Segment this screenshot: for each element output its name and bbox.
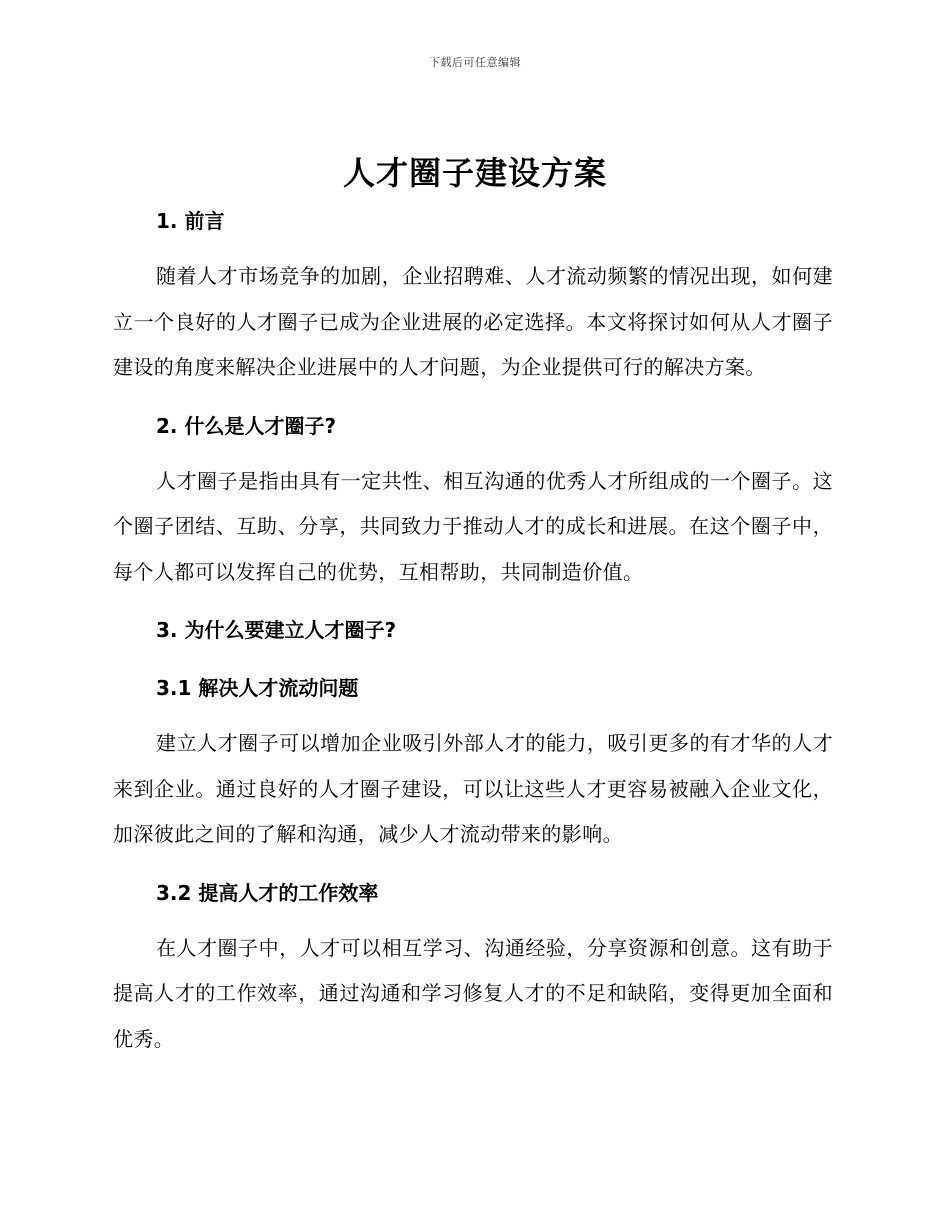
document-title: 人才圈子建设方案	[342, 154, 607, 192]
section-heading-what-is-talent-circle: 2. 什么是人才圈子?	[156, 413, 337, 438]
section-paragraph-what-is-talent-circle: 人才圈子是指由具有一定共性、相互沟通的优秀人才所组成的一个圈子。这个圈子团结、互助、分享，共同致力于推动人才的成长和进展。在这个圈子中，每个人都可以发挥自己的优势，互相帮助，共同制造价值。	[113, 468, 833, 584]
section-heading-work-efficiency: 3.2 提高人才的工作效率	[156, 880, 379, 905]
section-heading-why-build: 3. 为什么要建立人才圈子?	[156, 618, 397, 642]
section-paragraph-work-efficiency: 在人才圈子中，人才可以相互学习、沟通经验，分享资源和创意。这有助于提高人才的工作效率，通过沟通和学习修复人才的不足和缺陷，变得更加全面和优秀。	[113, 935, 833, 1051]
header-note: 下载后可任意编辑	[429, 56, 521, 69]
section-paragraph-talent-mobility: 建立人才圈子可以增加企业吸引外部人才的能力，吸引更多的有才华的人才来到企业。通过良好的人才圈子建设，可以让这些人才更容易被融入企业文化，加深彼此之间的了解和沟通，减少人才流动带来的影响。	[113, 731, 833, 846]
section-paragraph-preface: 随着人才市场竞争的加剧，企业招聘难、人才流动频繁的情况出现，如何建立一个良好的人才圈子已成为企业进展的必定选择。本文将探讨如何从人才圈子建设的角度来解决企业进展中的人才问题，为企业提供可行的解决方案。	[113, 264, 833, 379]
section-heading-talent-mobility: 3.1 解决人才流动问题	[156, 676, 359, 700]
document-body	[113, 198, 833, 1074]
section-heading-preface: 1. 前言	[156, 209, 225, 233]
